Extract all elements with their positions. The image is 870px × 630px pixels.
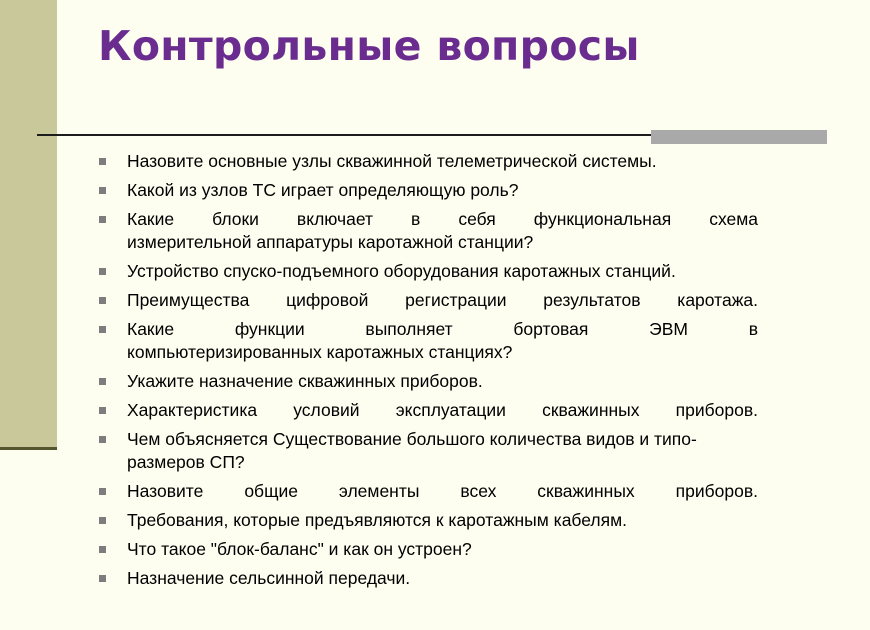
list-item-text: Устройство спуско-подъемного оборудования каротажных станций. [127,261,676,281]
square-bullet-icon [99,517,106,524]
list-item [96,318,758,364]
list-item-text: Назовите основные узлы скважинной телеметрической системы. [127,151,657,171]
square-bullet-icon [99,268,106,275]
list-item [96,538,758,561]
list-item-text: Преимущества цифровой регистрации результатов каротажа. [127,290,758,310]
list-item-text-continued: измерительной аппаратуры каротажной станции? [127,232,534,252]
square-bullet-icon [99,158,106,165]
list-item [96,179,758,202]
list-item [96,289,758,312]
square-bullet-icon [99,436,106,443]
side-decoration-band [0,0,57,449]
list-item [96,208,758,254]
square-bullet-icon [99,575,106,582]
side-band-divider [0,447,57,450]
list-item-text: Что такое "блок-баланс" и как он устроен? [127,539,472,559]
square-bullet-icon [99,546,106,553]
title-divider-accent [651,130,827,144]
list-item [96,399,758,422]
square-bullet-icon [99,326,106,333]
list-item [96,260,758,283]
list-item-text: Назначение сельсинной передачи. [127,568,411,588]
square-bullet-icon [99,488,106,495]
list-item-text: Требования, которые предъявляются к каротажным кабелям. [127,510,627,530]
list-item-text-continued: размеров СП? [127,452,245,472]
list-item [96,150,758,173]
square-bullet-icon [99,297,106,304]
list-item [96,428,758,474]
list-item-text: Характеристика условий эксплуатации скважинных приборов. [127,400,758,420]
list-item-text: Какие функции выполняет бортовая ЭВМ в [127,319,758,339]
list-item-text: Чем объясняется Существование большого количества видов и типо- [127,429,697,449]
list-item-text: Назовите общие элементы всех скважинных приборов. [127,481,758,501]
list-item [96,567,758,590]
square-bullet-icon [99,378,106,385]
square-bullet-icon [99,187,106,194]
list-item [96,509,758,532]
list-item-text: Какие блоки включает в себя функциональная схема [127,209,758,229]
list-item [96,370,758,393]
question-list [96,150,758,596]
square-bullet-icon [99,407,106,414]
list-item [96,480,758,503]
list-item-text-continued: компьютеризированных каротажных станциях? [127,342,513,362]
slide-title: Контрольные вопросы [98,22,640,70]
list-item-text: Укажите назначение скважинных приборов. [127,371,483,391]
list-item-text: Какой из узлов ТС играет определяющую роль? [127,180,519,200]
square-bullet-icon [99,216,106,223]
